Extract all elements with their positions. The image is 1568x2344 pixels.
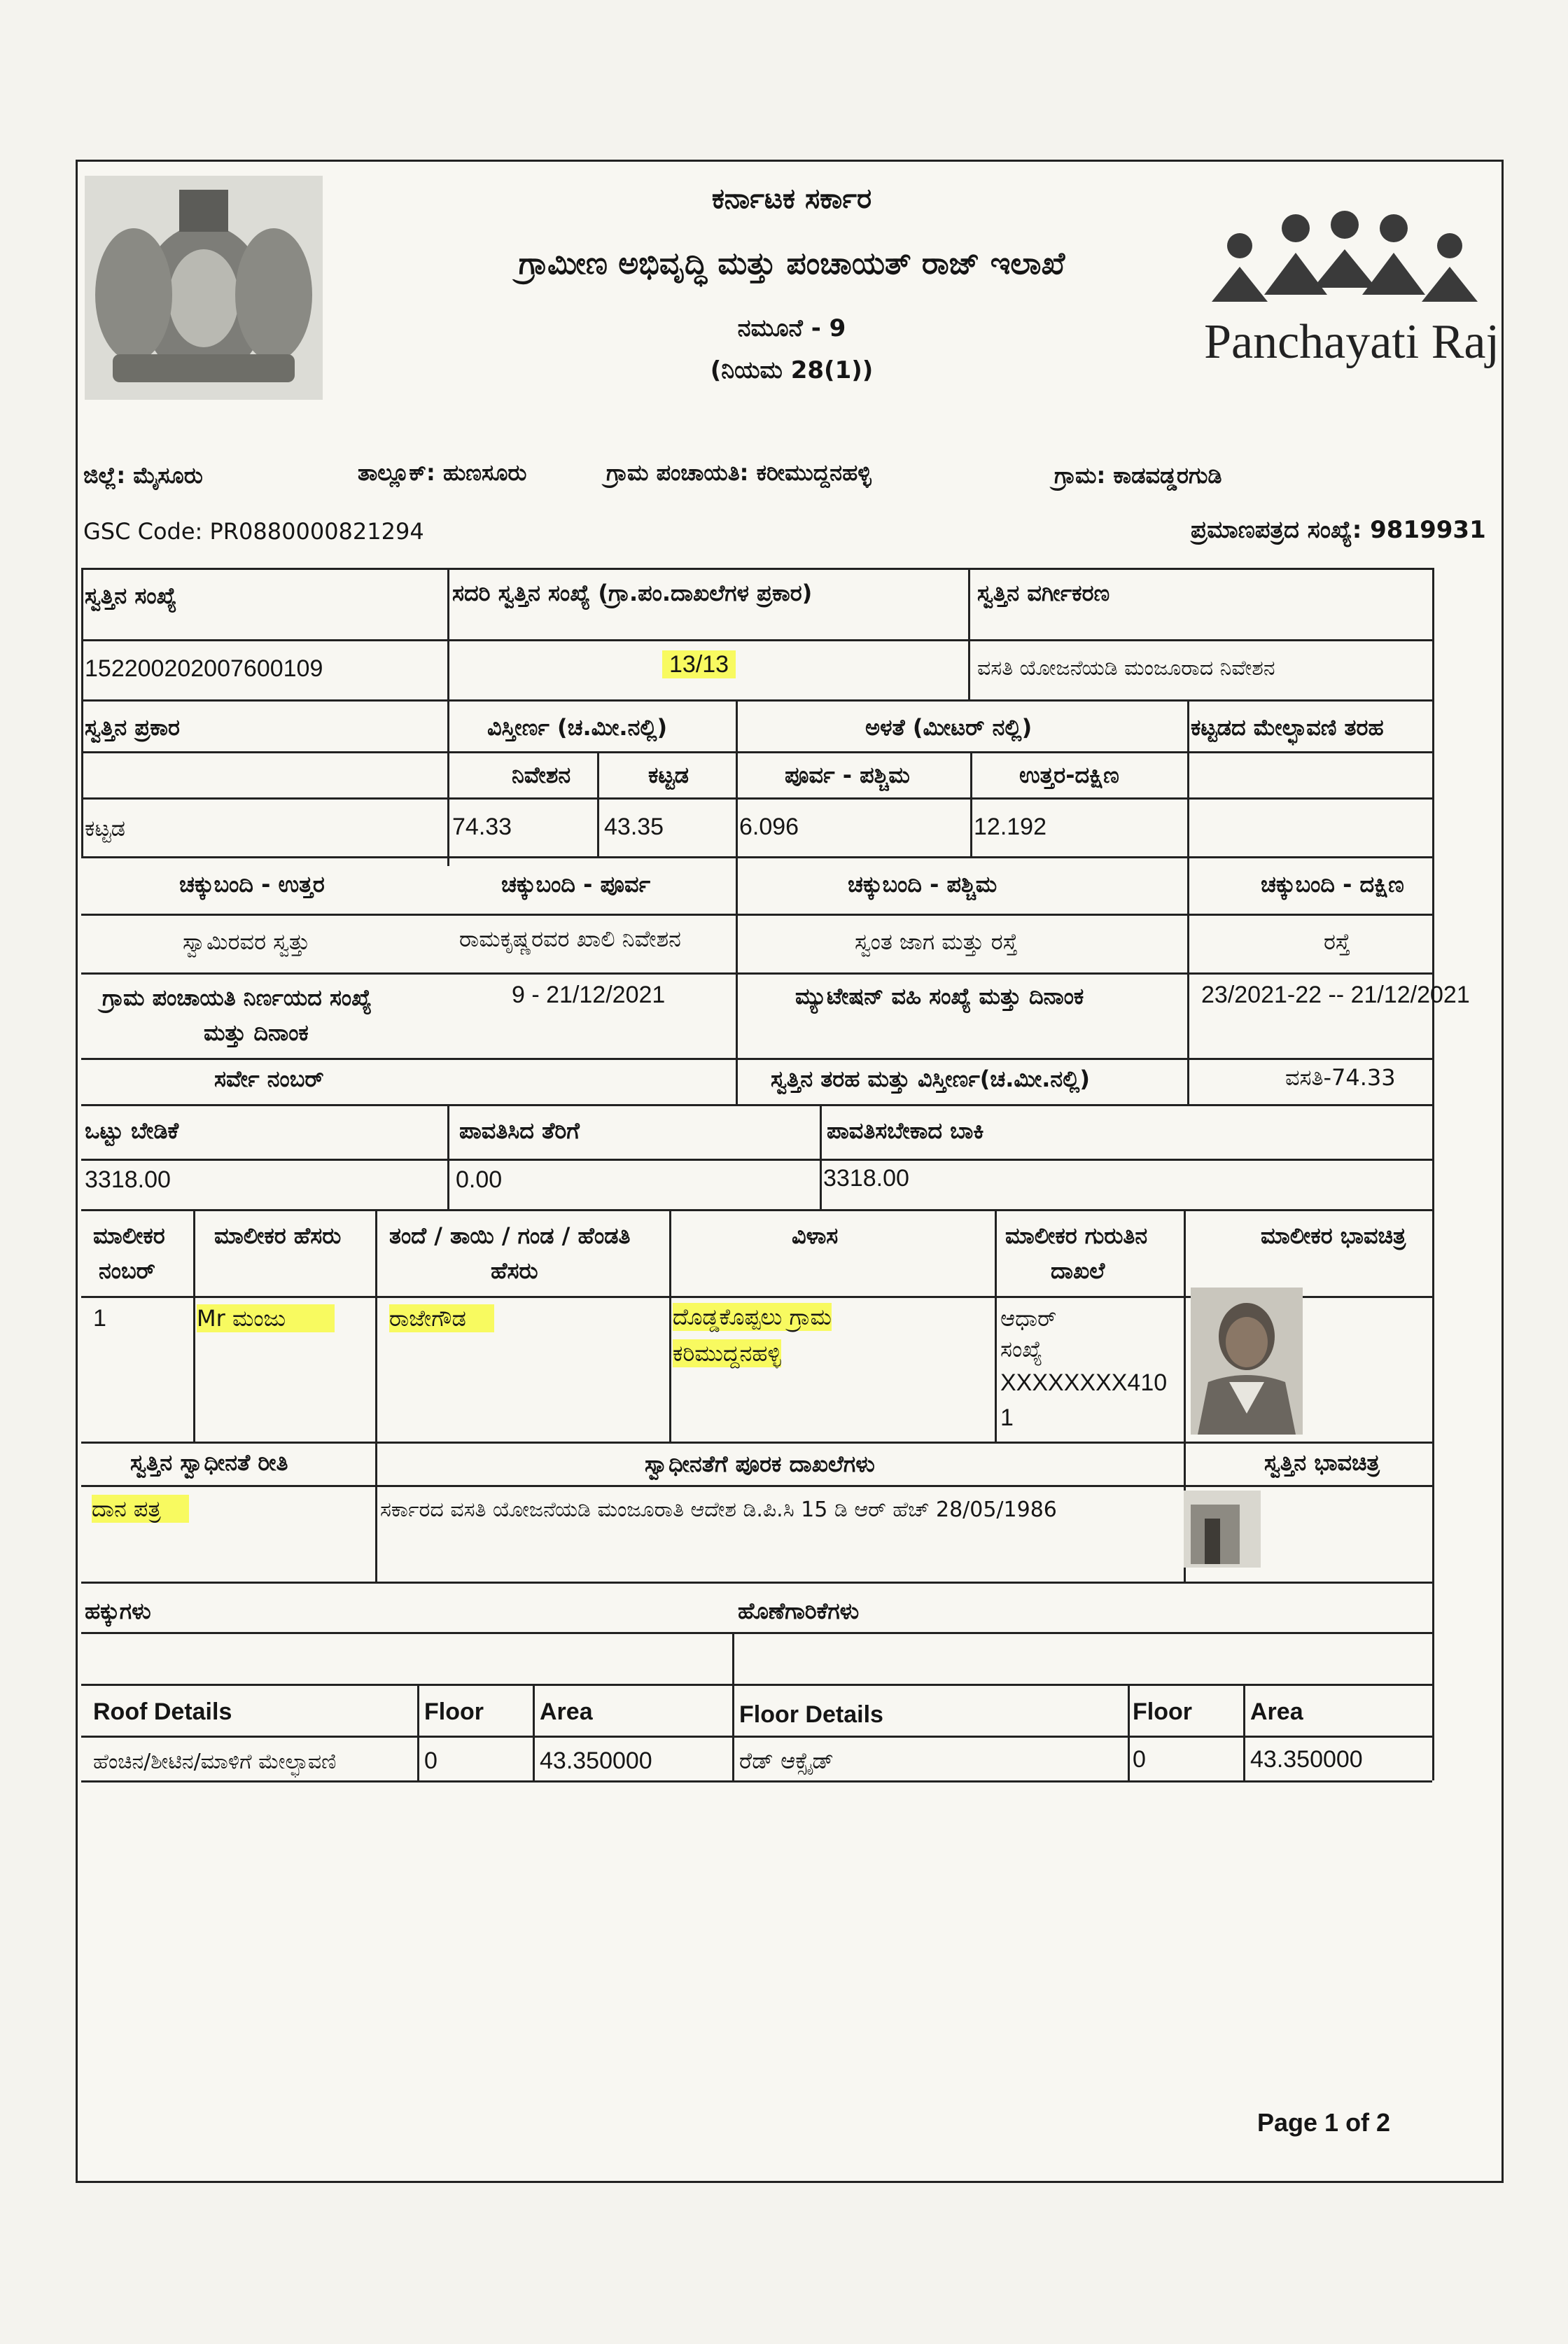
grid-line xyxy=(820,1104,822,1209)
header-line-2: ಗ್ರಾಮೀಣ ಅಭಿವೃದ್ಧಿ ಮತ್ತು ಪಂಚಾಯತ್ ರಾಜ್ ಇಲಾಖೆ xyxy=(518,246,1065,281)
boundary-west-value: ಸ್ವಂತ ಜಾಗ ಮತ್ತು ರಸ್ತೆ xyxy=(855,928,1018,955)
grid-line xyxy=(193,1209,195,1442)
grid-line xyxy=(81,1058,1432,1060)
grid-line xyxy=(447,1104,449,1209)
grid-line xyxy=(81,797,1432,800)
boundary-east-header: ಚಕ್ಕುಬಂದಿ - ಪೂರ್ವ xyxy=(501,871,651,898)
address-value-1: ದೊಡ್ಡಕೊಪ್ಪಲು ಗ್ರಾಮ xyxy=(673,1304,832,1330)
grid-line xyxy=(732,1684,734,1780)
grid-line xyxy=(968,568,970,699)
grid-line xyxy=(970,751,972,856)
gram-panchayat: ಗ್ರಾಮ ಪಂಚಾಯತಿ: ಕರೀಮುದ್ದನಹಳ್ಳಿ xyxy=(606,459,872,486)
grid-line xyxy=(533,1684,535,1780)
grid-line xyxy=(81,1442,1432,1444)
roof-type-header: ಕಟ್ಟಡದ ಮೇಲ್ಛಾವಣಿ ತರಹ xyxy=(1191,714,1384,741)
site-header: ನಿವೇಶನ xyxy=(512,762,571,788)
boundary-west-header: ಚಕ್ಕುಬಂದಿ - ಪಶ್ಚಿಮ xyxy=(848,871,997,898)
tax-paid-header: ಪಾವತಿಸಿದ ತೆರಿಗೆ xyxy=(459,1117,580,1144)
roof-floor-header: Floor xyxy=(424,1698,484,1725)
owner-id-header-1: ಮಾಲೀಕರ ಗುರುತಿನ xyxy=(1005,1222,1148,1249)
grid-line xyxy=(1128,1684,1130,1780)
grid-line xyxy=(81,856,1432,858)
grid-line xyxy=(81,568,1432,570)
grid-line xyxy=(1187,699,1189,856)
gp-resolution-value: 9 - 21/12/2021 xyxy=(512,982,666,1008)
grid-line xyxy=(81,1209,1432,1211)
owner-id-value-2: ಸಂಖ್ಯೆ xyxy=(1000,1336,1043,1362)
possession-method-value: ದಾನ ಪತ್ರ xyxy=(92,1495,189,1523)
possession-method-header: ಸ್ವತ್ತಿನ ಸ್ವಾಧೀನತೆ ರೀತಿ xyxy=(130,1449,288,1476)
grid-line xyxy=(81,914,1432,916)
roof-area-header: Area xyxy=(540,1698,593,1725)
north-south-value: 12.192 xyxy=(974,814,1046,840)
property-type-area-header: ಸ್ವತ್ತಿನ ತರಹ ಮತ್ತು ವಿಸ್ತೀರ್ಣ(ಚ.ಮೀ.ನಲ್ಲಿ) xyxy=(771,1066,1091,1092)
balance-due-value: 3318.00 xyxy=(823,1165,909,1192)
property-class-value: ವಸತಿ ಯೋಜನೆಯಡಿ ಮಂಜೂರಾದ ನಿವೇಶನ xyxy=(977,656,1275,681)
grid-line xyxy=(1187,972,1189,1104)
address-value-2: ಕರಿಮುದ್ದನಹಳ್ಳಿ xyxy=(673,1340,781,1367)
form-rule: (ನಿಯಮ 28(1)) xyxy=(710,356,874,384)
sadari-property-no-value: 13/13 xyxy=(662,650,736,678)
logo-text: Panchayati Raj xyxy=(1204,315,1499,369)
boundary-east-value: ರಾಮಕೃಷ್ಣರವರ ಖಾಲಿ ನಿವೇಶನ xyxy=(459,926,681,952)
grid-line xyxy=(447,568,449,866)
boundary-south-header: ಚಕ್ಕುಬಂದಿ - ದಕ್ಷಿಣ xyxy=(1261,871,1404,898)
grid-line xyxy=(81,1632,1432,1634)
owner-photo-header: ಮಾಲೀಕರ ಭಾವಚಿತ್ರ xyxy=(1261,1222,1406,1249)
floor-floor-value: 0 xyxy=(1133,1746,1146,1773)
east-west-header: ಪೂರ್ವ - ಪಶ್ಚಿಮ xyxy=(785,762,910,788)
property-type-area-value: ವಸತಿ-74.33 xyxy=(1285,1064,1396,1091)
owner-id-header-2: ದಾಖಲೆ xyxy=(1051,1257,1105,1284)
district: ಜಿಲ್ಲೆ: ಮೈಸೂರು xyxy=(83,462,203,489)
grid-line xyxy=(375,1209,377,1442)
survey-header: ಸರ್ವೇ ನಂಬರ್ xyxy=(214,1066,324,1092)
property-type-value: ಕಟ್ಟಡ xyxy=(85,815,125,842)
roof-area-value: 43.350000 xyxy=(540,1747,652,1774)
liabilities-header: ಹೊಣೆಗಾರಿಕೆಗಳು xyxy=(738,1598,860,1624)
property-type-header: ಸ್ವತ್ತಿನ ಪ್ರಕಾರ xyxy=(85,714,180,741)
gp-resolution-header-2: ಮತ್ತು ದಿನಾಂಕ xyxy=(204,1019,309,1046)
property-photo xyxy=(1184,1491,1261,1568)
property-no-header: ಸ್ವತ್ತಿನ ಸಂಖ್ಯೆ xyxy=(85,582,177,609)
grid-line xyxy=(736,856,738,972)
roof-details-value: ಹೆಂಚಿನ/ಶೀಟಿನ/ಮಾಳಿಗೆ ಮೇಲ್ಛಾವಣಿ xyxy=(93,1750,337,1774)
floor-floor-header: Floor xyxy=(1133,1698,1192,1725)
header-line-1: ಕರ್ನಾಟಕ ಸರ್ಕಾರ xyxy=(711,183,872,215)
area-header: ವಿಸ್ತೀರ್ಣ (ಚ.ಮೀ.ನಲ್ಲಿ) xyxy=(487,714,668,741)
page-number: Page 1 of 2 xyxy=(1257,2108,1391,2137)
owner-photo xyxy=(1191,1288,1303,1435)
grid-line xyxy=(1187,856,1189,972)
taluk: ತಾಲ್ಲೂಕ್: ಹುಣಸೂರು xyxy=(358,459,527,486)
floor-details-header: Floor Details xyxy=(739,1701,883,1728)
grid-line xyxy=(1184,1209,1186,1442)
roof-details-header: Roof Details xyxy=(93,1698,232,1725)
property-no-value: 152200202007600109 xyxy=(85,655,323,682)
total-demand-value: 3318.00 xyxy=(85,1166,171,1193)
site-area-value: 74.33 xyxy=(452,814,512,840)
owner-name-header: ಮಾಲೀಕರ ಹೆಸರು xyxy=(214,1222,342,1249)
building-area-value: 43.35 xyxy=(604,814,664,840)
roof-floor-value: 0 xyxy=(424,1747,438,1774)
east-west-value: 6.096 xyxy=(739,814,799,840)
owner-no-header-2: ನಂಬರ್ xyxy=(99,1257,155,1284)
grid-line xyxy=(81,972,1432,975)
boundary-north-value: ಸ್ವಾಮಿರವರ ಸ್ವತ್ತು xyxy=(183,928,310,955)
floor-area-value: 43.350000 xyxy=(1250,1746,1363,1773)
boundary-north-header: ಚಕ್ಕುಬಂದಿ - ಉತ್ತರ xyxy=(179,871,325,898)
grid-line xyxy=(81,1104,1432,1106)
grid-line xyxy=(81,568,83,856)
owner-id-value-3: XXXXXXXX410 xyxy=(1000,1369,1168,1396)
mutation-header: ಮ್ಯುಟೇಷನ್ ವಹಿ ಸಂಖ್ಯೆ ಮತ್ತು ದಿನಾಂಕ xyxy=(795,983,1084,1010)
grid-line xyxy=(1432,568,1434,1780)
grid-line xyxy=(81,1485,1432,1487)
building-header: ಕಟ್ಟಡ xyxy=(648,762,689,788)
possession-docs-value: ಸರ್ಕಾರದ ವಸತಿ ಯೋಜನೆಯಡಿ ಮಂಜೂರಾತಿ ಆದೇಶ ಡಿ.ಪಿ.ಸಿ 15 ಡಿ ಆರ್ ಹೆಚ್ 28/05/1986 xyxy=(380,1498,1057,1522)
grid-line xyxy=(81,751,1432,753)
tax-paid-value: 0.00 xyxy=(456,1166,503,1193)
balance-due-header: ಪಾವತಿಸಬೇಕಾದ ಬಾಕಿ xyxy=(827,1117,984,1144)
mutation-value: 23/2021-22 -- 21/12/2021 xyxy=(1201,982,1470,1008)
grid-line xyxy=(417,1684,419,1780)
property-photo-header: ಸ್ವತ್ತಿನ ಭಾವಚಿತ್ರ xyxy=(1264,1449,1380,1476)
possession-docs-header: ಸ್ವಾಧೀನತೆಗೆ ಪೂರಕ ದಾಖಲೆಗಳು xyxy=(645,1451,875,1477)
village: ಗ್ರಾಮ: ಕಾಡವಡ್ಡರಗುಡಿ xyxy=(1054,462,1222,489)
grid-line xyxy=(1243,1684,1245,1780)
sadari-property-no-header: ಸದರಿ ಸ್ವತ್ತಿನ ಸಂಖ್ಯೆ (ಗ್ರಾ.ಪಂ.ದಾಖಲೆಗಳ ಪ್ರಕಾರ) xyxy=(452,580,813,606)
gp-resolution-header-1: ಗ್ರಾಮ ಪಂಚಾಯತಿ ನಿರ್ಣಯದ ಸಂಖ್ಯೆ xyxy=(102,984,372,1011)
grid-line xyxy=(81,639,1432,641)
grid-line xyxy=(669,1209,671,1442)
grid-line xyxy=(81,1159,1432,1161)
grid-line xyxy=(736,972,738,1104)
certificate-number: ಪ್ರಮಾಣಪತ್ರದ ಸಂಖ್ಯೆ: 9819931 xyxy=(1191,516,1486,544)
grid-line xyxy=(597,751,599,856)
form-name: ನಮೂನೆ - 9 xyxy=(737,314,846,342)
rights-header: ಹಕ್ಕುಗಳು xyxy=(85,1598,151,1624)
owner-no-value: 1 xyxy=(93,1305,106,1332)
floor-area-header: Area xyxy=(1250,1698,1303,1725)
gsc-code: GSC Code: PR0880000821294 xyxy=(83,518,424,545)
document-page xyxy=(76,160,1504,2183)
relative-name-header-2: ಹೆಸರು xyxy=(491,1257,538,1284)
owner-no-header-1: ಮಾಲೀಕರ xyxy=(93,1222,165,1249)
grid-line xyxy=(375,1442,377,1582)
boundary-south-value: ರಸ್ತೆ xyxy=(1324,928,1350,955)
grid-line xyxy=(81,1736,1432,1738)
floor-details-value: ರೆಡ್ ಆಕ್ಸೈಡ್ xyxy=(739,1747,834,1774)
measurement-header: ಅಳತೆ (ಮೀಟರ್ ನಲ್ಲಿ) xyxy=(865,714,1032,741)
address-header: ವಿಳಾಸ xyxy=(792,1222,839,1249)
grid-line xyxy=(81,1684,1432,1686)
grid-line xyxy=(81,699,1432,702)
grid-line xyxy=(736,699,738,856)
grid-line xyxy=(81,1780,1432,1783)
north-south-header: ಉತ್ತರ-ದಕ್ಷಿಣ xyxy=(1019,762,1119,788)
grid-line xyxy=(81,1582,1432,1584)
owner-name-value: Mr ಮಂಜು xyxy=(197,1304,335,1332)
total-demand-header: ಒಟ್ಟು ಬೇಡಿಕೆ xyxy=(85,1117,179,1144)
grid-line xyxy=(995,1209,997,1442)
owner-id-value-4: 1 xyxy=(1000,1404,1014,1431)
relative-name-value: ರಾಜೇಗೌಡ xyxy=(389,1304,494,1332)
property-class-header: ಸ್ವತ್ತಿನ ವರ್ಗೀಕರಣ xyxy=(977,580,1110,606)
relative-name-header-1: ತಂದೆ / ತಾಯಿ / ಗಂಡ / ಹೆಂಡತಿ xyxy=(389,1222,631,1249)
owner-id-value-1: ಆಧಾರ್ xyxy=(1000,1305,1057,1332)
